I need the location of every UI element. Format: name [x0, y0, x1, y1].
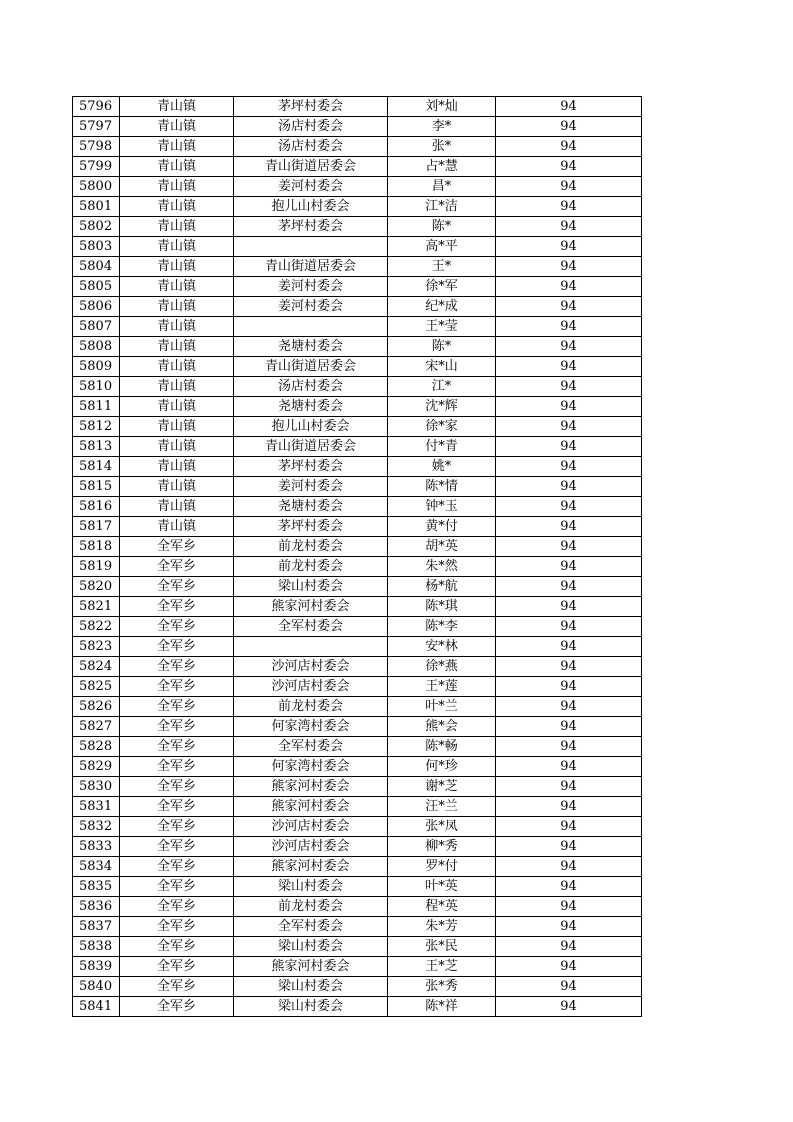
serial-number-cell: 5811: [73, 397, 120, 417]
township-cell: 全军乡: [120, 777, 234, 797]
township-cell: 全军乡: [120, 817, 234, 837]
township-cell: 全军乡: [120, 977, 234, 997]
serial-number-cell: 5818: [73, 537, 120, 557]
township-cell: 全军乡: [120, 557, 234, 577]
serial-number-cell: 5817: [73, 517, 120, 537]
village-committee-cell: 梁山村委会: [234, 997, 388, 1017]
score-cell: 94: [496, 417, 642, 437]
village-committee-cell: 茅坪村委会: [234, 457, 388, 477]
table-row: [73, 957, 642, 977]
township-cell: 青山镇: [120, 497, 234, 517]
serial-number-cell: 5829: [73, 757, 120, 777]
table-row: [73, 157, 642, 177]
person-name-cell: 徐*家: [388, 417, 496, 437]
village-committee-cell: 姜河村委会: [234, 297, 388, 317]
township-cell: 青山镇: [120, 357, 234, 377]
serial-number-cell: 5836: [73, 897, 120, 917]
person-name-cell: 张*凤: [388, 817, 496, 837]
serial-number-cell: 5808: [73, 337, 120, 357]
serial-number-cell: 5831: [73, 797, 120, 817]
serial-number-cell: 5822: [73, 617, 120, 637]
township-cell: 全军乡: [120, 737, 234, 757]
person-name-cell: 罗*付: [388, 857, 496, 877]
township-cell: 青山镇: [120, 177, 234, 197]
person-name-cell: 高*平: [388, 237, 496, 257]
score-cell: 94: [496, 857, 642, 877]
person-name-cell: 熊*会: [388, 717, 496, 737]
serial-number-cell: 5798: [73, 137, 120, 157]
township-cell: 全军乡: [120, 857, 234, 877]
village-committee-cell: 全军村委会: [234, 917, 388, 937]
village-committee-cell: 梁山村委会: [234, 977, 388, 997]
person-name-cell: 昌*: [388, 177, 496, 197]
table-row: [73, 537, 642, 557]
serial-number-cell: 5834: [73, 857, 120, 877]
village-committee-cell: 汤店村委会: [234, 117, 388, 137]
score-cell: 94: [496, 937, 642, 957]
score-cell: 94: [496, 777, 642, 797]
serial-number-cell: 5835: [73, 877, 120, 897]
township-cell: 青山镇: [120, 477, 234, 497]
township-cell: 青山镇: [120, 297, 234, 317]
village-committee-cell: 青山街道居委会: [234, 257, 388, 277]
village-committee-cell: 沙河店村委会: [234, 817, 388, 837]
village-committee-cell: 姜河村委会: [234, 277, 388, 297]
village-committee-cell: 熊家河村委会: [234, 797, 388, 817]
score-cell: 94: [496, 837, 642, 857]
table-row: [73, 797, 642, 817]
township-cell: 青山镇: [120, 437, 234, 457]
person-name-cell: 宋*山: [388, 357, 496, 377]
score-cell: 94: [496, 497, 642, 517]
serial-number-cell: 5827: [73, 717, 120, 737]
village-committee-cell: 梁山村委会: [234, 877, 388, 897]
score-cell: 94: [496, 177, 642, 197]
score-cell: 94: [496, 437, 642, 457]
serial-number-cell: 5796: [73, 97, 120, 117]
table-row: [73, 637, 642, 657]
score-cell: 94: [496, 317, 642, 337]
table-row: [73, 557, 642, 577]
score-cell: 94: [496, 677, 642, 697]
serial-number-cell: 5820: [73, 577, 120, 597]
serial-number-cell: 5813: [73, 437, 120, 457]
score-cell: 94: [496, 697, 642, 717]
township-cell: 全军乡: [120, 657, 234, 677]
table-row: [73, 997, 642, 1017]
table-row: [73, 857, 642, 877]
table-row: [73, 317, 642, 337]
person-name-cell: 王*: [388, 257, 496, 277]
score-cell: 94: [496, 917, 642, 937]
table-row: [73, 177, 642, 197]
table-row: [73, 337, 642, 357]
score-cell: 94: [496, 717, 642, 737]
village-committee-cell: 姜河村委会: [234, 477, 388, 497]
table-row: [73, 257, 642, 277]
village-committee-cell: 茅坪村委会: [234, 517, 388, 537]
person-name-cell: 叶*兰: [388, 697, 496, 717]
person-name-cell: 朱*芳: [388, 917, 496, 937]
person-name-cell: 刘*灿: [388, 97, 496, 117]
score-cell: 94: [496, 217, 642, 237]
village-committee-cell: 青山街道居委会: [234, 437, 388, 457]
serial-number-cell: 5839: [73, 957, 120, 977]
person-name-cell: 王*芝: [388, 957, 496, 977]
table-row: [73, 437, 642, 457]
score-cell: 94: [496, 617, 642, 637]
person-name-cell: 陈*情: [388, 477, 496, 497]
score-cell: 94: [496, 357, 642, 377]
township-cell: 全军乡: [120, 697, 234, 717]
serial-number-cell: 5824: [73, 657, 120, 677]
score-cell: 94: [496, 977, 642, 997]
person-name-cell: 陈*: [388, 217, 496, 237]
person-name-cell: 叶*英: [388, 877, 496, 897]
score-cell: 94: [496, 637, 642, 657]
table-row: [73, 217, 642, 237]
serial-number-cell: 5797: [73, 117, 120, 137]
township-cell: 青山镇: [120, 157, 234, 177]
table-row: [73, 937, 642, 957]
table-row: [73, 577, 642, 597]
serial-number-cell: 5816: [73, 497, 120, 517]
table-row: [73, 377, 642, 397]
score-cell: 94: [496, 757, 642, 777]
table-row: [73, 417, 642, 437]
score-cell: 94: [496, 457, 642, 477]
table-row: [73, 97, 642, 117]
table-row: [73, 757, 642, 777]
township-cell: 青山镇: [120, 117, 234, 137]
village-committee-cell: [234, 637, 388, 657]
table-row: [73, 737, 642, 757]
table-row: [73, 117, 642, 137]
person-name-cell: 朱*然: [388, 557, 496, 577]
score-cell: 94: [496, 197, 642, 217]
village-committee-cell: [234, 237, 388, 257]
table-row: [73, 197, 642, 217]
serial-number-cell: 5832: [73, 817, 120, 837]
township-cell: 青山镇: [120, 397, 234, 417]
person-name-cell: 何*珍: [388, 757, 496, 777]
township-cell: 全军乡: [120, 537, 234, 557]
township-cell: 全军乡: [120, 897, 234, 917]
township-cell: 全军乡: [120, 617, 234, 637]
person-name-cell: 柳*秀: [388, 837, 496, 857]
village-committee-cell: 梁山村委会: [234, 937, 388, 957]
serial-number-cell: 5841: [73, 997, 120, 1017]
village-committee-cell: 姜河村委会: [234, 177, 388, 197]
score-cell: 94: [496, 237, 642, 257]
table-row: [73, 777, 642, 797]
score-cell: 94: [496, 97, 642, 117]
person-name-cell: 王*莲: [388, 677, 496, 697]
village-committee-cell: 熊家河村委会: [234, 777, 388, 797]
person-name-cell: 陈*祥: [388, 997, 496, 1017]
person-name-cell: 陈*畅: [388, 737, 496, 757]
serial-number-cell: 5806: [73, 297, 120, 317]
village-committee-cell: 抱儿山村委会: [234, 197, 388, 217]
roster-table-body: [73, 97, 642, 1017]
village-committee-cell: 沙河店村委会: [234, 837, 388, 857]
score-cell: 94: [496, 817, 642, 837]
table-row: [73, 877, 642, 897]
serial-number-cell: 5840: [73, 977, 120, 997]
township-cell: 全军乡: [120, 997, 234, 1017]
serial-number-cell: 5814: [73, 457, 120, 477]
township-cell: 青山镇: [120, 377, 234, 397]
village-committee-cell: 汤店村委会: [234, 377, 388, 397]
serial-number-cell: 5825: [73, 677, 120, 697]
township-cell: 青山镇: [120, 417, 234, 437]
village-committee-cell: 熊家河村委会: [234, 857, 388, 877]
serial-number-cell: 5802: [73, 217, 120, 237]
person-name-cell: 付*青: [388, 437, 496, 457]
township-cell: 青山镇: [120, 137, 234, 157]
person-name-cell: 陈*: [388, 337, 496, 357]
score-cell: 94: [496, 337, 642, 357]
village-committee-cell: 全军村委会: [234, 737, 388, 757]
serial-number-cell: 5812: [73, 417, 120, 437]
township-cell: 青山镇: [120, 517, 234, 537]
score-cell: 94: [496, 297, 642, 317]
serial-number-cell: 5810: [73, 377, 120, 397]
table-row: [73, 477, 642, 497]
score-cell: 94: [496, 137, 642, 157]
township-cell: 青山镇: [120, 97, 234, 117]
score-cell: 94: [496, 897, 642, 917]
serial-number-cell: 5801: [73, 197, 120, 217]
village-committee-cell: 茅坪村委会: [234, 217, 388, 237]
score-cell: 94: [496, 597, 642, 617]
village-committee-cell: 尧塘村委会: [234, 397, 388, 417]
village-committee-cell: 前龙村委会: [234, 537, 388, 557]
village-committee-cell: 汤店村委会: [234, 137, 388, 157]
table-row: [73, 497, 642, 517]
person-name-cell: 张*民: [388, 937, 496, 957]
person-name-cell: 王*莹: [388, 317, 496, 337]
township-cell: 全军乡: [120, 677, 234, 697]
serial-number-cell: 5799: [73, 157, 120, 177]
table-row: [73, 917, 642, 937]
serial-number-cell: 5837: [73, 917, 120, 937]
township-cell: 全军乡: [120, 937, 234, 957]
person-name-cell: 张*: [388, 137, 496, 157]
serial-number-cell: 5830: [73, 777, 120, 797]
township-cell: 青山镇: [120, 197, 234, 217]
village-committee-cell: 前龙村委会: [234, 557, 388, 577]
township-cell: 全军乡: [120, 917, 234, 937]
township-cell: 全军乡: [120, 797, 234, 817]
roster-table: [72, 96, 642, 1017]
township-cell: 全军乡: [120, 877, 234, 897]
serial-number-cell: 5815: [73, 477, 120, 497]
score-cell: 94: [496, 997, 642, 1017]
person-name-cell: 杨*航: [388, 577, 496, 597]
township-cell: 青山镇: [120, 337, 234, 357]
township-cell: 青山镇: [120, 257, 234, 277]
table-row: [73, 677, 642, 697]
table-row: [73, 697, 642, 717]
table-row: [73, 137, 642, 157]
person-name-cell: 胡*英: [388, 537, 496, 557]
village-committee-cell: 抱儿山村委会: [234, 417, 388, 437]
table-row: [73, 977, 642, 997]
score-cell: 94: [496, 657, 642, 677]
score-cell: 94: [496, 477, 642, 497]
village-committee-cell: 尧塘村委会: [234, 337, 388, 357]
table-row: [73, 357, 642, 377]
township-cell: 全军乡: [120, 577, 234, 597]
serial-number-cell: 5823: [73, 637, 120, 657]
score-cell: 94: [496, 557, 642, 577]
township-cell: 青山镇: [120, 217, 234, 237]
village-committee-cell: 何家湾村委会: [234, 717, 388, 737]
score-cell: 94: [496, 737, 642, 757]
table-row: [73, 277, 642, 297]
score-cell: 94: [496, 377, 642, 397]
score-cell: 94: [496, 517, 642, 537]
person-name-cell: 张*秀: [388, 977, 496, 997]
village-committee-cell: 熊家河村委会: [234, 597, 388, 617]
serial-number-cell: 5804: [73, 257, 120, 277]
village-committee-cell: 青山街道居委会: [234, 157, 388, 177]
person-name-cell: 姚*: [388, 457, 496, 477]
serial-number-cell: 5826: [73, 697, 120, 717]
village-committee-cell: 熊家河村委会: [234, 957, 388, 977]
township-cell: 青山镇: [120, 237, 234, 257]
village-committee-cell: 全军村委会: [234, 617, 388, 637]
township-cell: 全军乡: [120, 717, 234, 737]
person-name-cell: 江*洁: [388, 197, 496, 217]
township-cell: 全军乡: [120, 837, 234, 857]
serial-number-cell: 5800: [73, 177, 120, 197]
serial-number-cell: 5821: [73, 597, 120, 617]
score-cell: 94: [496, 577, 642, 597]
score-cell: 94: [496, 537, 642, 557]
village-committee-cell: 尧塘村委会: [234, 497, 388, 517]
person-name-cell: 安*林: [388, 637, 496, 657]
person-name-cell: 占*慧: [388, 157, 496, 177]
score-cell: 94: [496, 797, 642, 817]
village-committee-cell: 前龙村委会: [234, 697, 388, 717]
table-row: [73, 657, 642, 677]
serial-number-cell: 5805: [73, 277, 120, 297]
table-row: [73, 717, 642, 737]
serial-number-cell: 5803: [73, 237, 120, 257]
village-committee-cell: 沙河店村委会: [234, 677, 388, 697]
serial-number-cell: 5807: [73, 317, 120, 337]
score-cell: 94: [496, 397, 642, 417]
person-name-cell: 黄*付: [388, 517, 496, 537]
table-row: [73, 237, 642, 257]
village-committee-cell: 沙河店村委会: [234, 657, 388, 677]
township-cell: 青山镇: [120, 317, 234, 337]
person-name-cell: 陈*琪: [388, 597, 496, 617]
table-row: [73, 457, 642, 477]
serial-number-cell: 5809: [73, 357, 120, 377]
table-row: [73, 897, 642, 917]
score-cell: 94: [496, 877, 642, 897]
score-cell: 94: [496, 157, 642, 177]
serial-number-cell: 5828: [73, 737, 120, 757]
table-row: [73, 617, 642, 637]
township-cell: 全军乡: [120, 957, 234, 977]
village-committee-cell: 青山街道居委会: [234, 357, 388, 377]
person-name-cell: 纪*成: [388, 297, 496, 317]
person-name-cell: 汪*兰: [388, 797, 496, 817]
serial-number-cell: 5833: [73, 837, 120, 857]
serial-number-cell: 5838: [73, 937, 120, 957]
score-cell: 94: [496, 957, 642, 977]
person-name-cell: 徐*燕: [388, 657, 496, 677]
township-cell: 全军乡: [120, 637, 234, 657]
serial-number-cell: 5819: [73, 557, 120, 577]
village-committee-cell: [234, 317, 388, 337]
village-committee-cell: 何家湾村委会: [234, 757, 388, 777]
table-row: [73, 837, 642, 857]
person-name-cell: 钟*玉: [388, 497, 496, 517]
person-name-cell: 沈*辉: [388, 397, 496, 417]
table-row: [73, 597, 642, 617]
score-cell: 94: [496, 277, 642, 297]
person-name-cell: 徐*军: [388, 277, 496, 297]
village-committee-cell: 前龙村委会: [234, 897, 388, 917]
table-row: [73, 297, 642, 317]
village-committee-cell: 梁山村委会: [234, 577, 388, 597]
table-row: [73, 517, 642, 537]
village-committee-cell: 茅坪村委会: [234, 97, 388, 117]
township-cell: 青山镇: [120, 277, 234, 297]
score-cell: 94: [496, 117, 642, 137]
table-row: [73, 397, 642, 417]
person-name-cell: 程*英: [388, 897, 496, 917]
township-cell: 全军乡: [120, 597, 234, 617]
person-name-cell: 陈*李: [388, 617, 496, 637]
person-name-cell: 谢*芝: [388, 777, 496, 797]
township-cell: 青山镇: [120, 457, 234, 477]
person-name-cell: 江*: [388, 377, 496, 397]
score-cell: 94: [496, 257, 642, 277]
table-row: [73, 817, 642, 837]
township-cell: 全军乡: [120, 757, 234, 777]
person-name-cell: 李*: [388, 117, 496, 137]
